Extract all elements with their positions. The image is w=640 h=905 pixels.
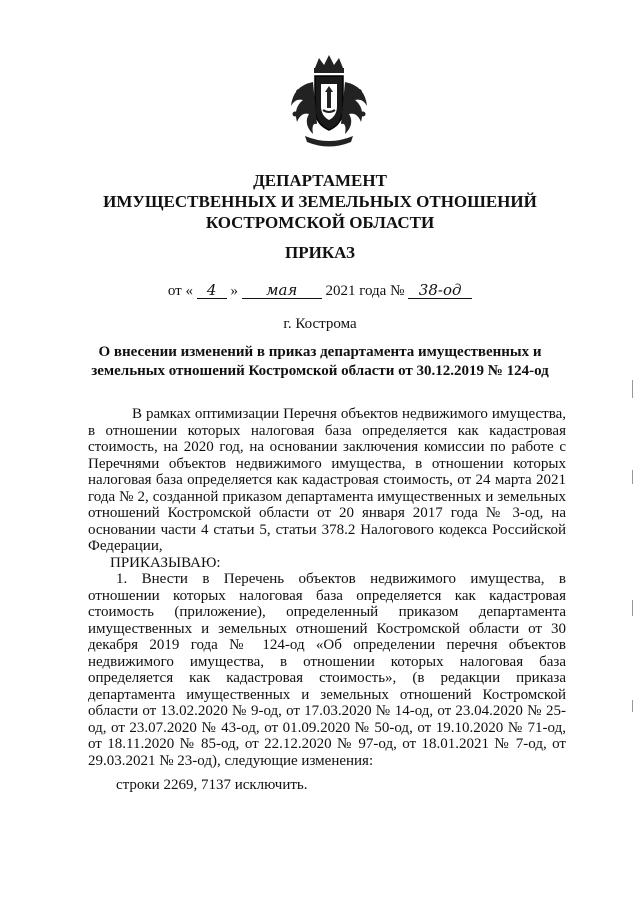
date-year: 2021 года № — [325, 283, 405, 299]
scan-mark — [632, 380, 633, 398]
date-month: мая — [242, 282, 322, 299]
item-1-paragraph: 1. Внести в Перечень объектов недвижимого имущества, в отношении которых налоговая база определяется как кадастровая стоимость (приложение), определенный приказом департамента имущественных и земельных отношений Костромской области от 30 декабря 2019 года № 124-од «Об определении перечня объектов недвижимого имущества, в отношении которых налоговая база определяется как кадастровая стоимость», (в редакции приказа департамента имущественных и земельных отношений Костромской области от 13.02.2020 № 9-од, от 17.03.2020 № 14-од, от 23.04.2020 № 25-од, от 23.07.2020 № 43-од, от 01.09.2020 № 50-од, от 19.10.2020 № 71-од, от 18.11.2020 № 85-од, от 22.12.2020 № 97-од, от 18.01.2021 № 7-од, от 29.03.2021 № 23-од), следующие изменения: — [88, 571, 566, 769]
subject-line-1: О внесении изменений в приказ департамента имущественных и — [98, 344, 542, 360]
orders-heading: ПРИКАЗЫВАЮ: — [110, 554, 221, 571]
order-date-number — [0, 282, 640, 300]
order-body — [88, 406, 566, 794]
preamble-paragraph: В рамках оптимизации Перечня объектов недвижимого имущества, в отношении которых налоговая база определяется как кадастровая стоимость, на 2020 год, на основании заключения комиссии по работе с Перечнями объектов недвижимого имущества, в отношении которых налоговая база определяется как кадастровая стоимость, от 24 марта 2021 года № 2, созданной приказом департамента имущественных и земельных отношений Костромской области от 20 января 2017 года № 3-од, на основании части 4 статьи 5, статьи 378.2 Налогового кодекса Российской Федерации, — [88, 406, 566, 554]
order-subject — [0, 343, 640, 381]
scan-mark — [632, 470, 633, 484]
coat-of-arms-icon — [281, 52, 377, 152]
city: г. Кострома — [283, 316, 357, 332]
order-title: ПРИКАЗ — [285, 243, 355, 262]
date-mid: » — [230, 283, 238, 299]
scan-mark — [632, 700, 633, 712]
date-prefix: от « — [167, 283, 193, 299]
department-line-1: ДЕПАРТАМЕНТ — [253, 171, 387, 190]
date-day: 4 — [197, 282, 227, 299]
item-1-detail: строки 2269, 7137 исключить. — [116, 777, 308, 793]
order-number: 38-од — [408, 282, 472, 299]
subject-line-2: земельных отношений Костромской области от 30.12.2019 № 124-од — [91, 363, 549, 379]
department-name — [0, 170, 640, 233]
department-line-2: ИМУЩЕСТВЕННЫХ И ЗЕМЕЛЬНЫХ ОТНОШЕНИЙ — [103, 192, 537, 211]
scan-mark — [632, 600, 633, 616]
department-line-3: КОСТРОМСКОЙ ОБЛАСТИ — [205, 213, 435, 232]
